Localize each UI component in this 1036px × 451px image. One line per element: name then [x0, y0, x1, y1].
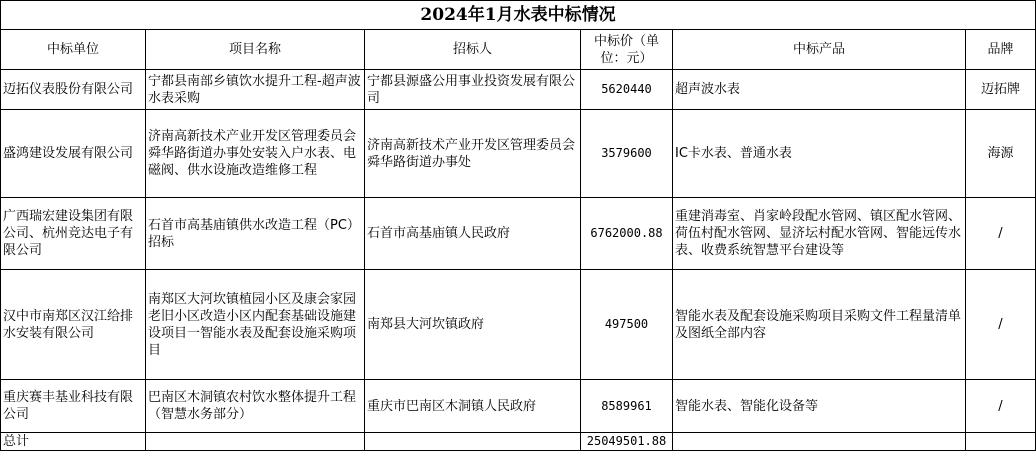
total-label: 总计 [1, 433, 146, 451]
cell-buyer: 宁都县源盛公用事业投资发展有限公司 [365, 70, 581, 110]
cell-project: 石首市高基庙镇供水改造工程（PC）招标 [146, 198, 365, 270]
table-row [1, 198, 1036, 270]
table-row [1, 70, 1036, 110]
total-price: 25049501.88 [581, 433, 673, 451]
header-price: 中标价（单位：元） [581, 30, 673, 70]
cell-company: 广西瑞宏建设集团有限公司、杭州竞达电子有限公司 [1, 198, 146, 270]
cell-brand: / [966, 380, 1036, 433]
cell-company: 重庆赛丰基业科技有限公司 [1, 380, 146, 433]
cell-price: 3579600 [581, 110, 673, 198]
cell-product: 重建消毒室、肖家岭段配水管网、镇区配水管网、荷伍村配水管网、显济坛村配水管网、智能远传水表、收费系统智慧平台建设等 [673, 198, 966, 270]
cell-buyer: 重庆市巴南区木洞镇人民政府 [365, 380, 581, 433]
cell-price: 8589961 [581, 380, 673, 433]
cell-product: 智能水表、智能化设备等 [673, 380, 966, 433]
header-project: 项目名称 [146, 30, 365, 70]
header-brand: 品牌 [966, 30, 1036, 70]
cell-company: 迈拓仪表股份有限公司 [1, 70, 146, 110]
header-product: 中标产品 [673, 30, 966, 70]
table-row [1, 110, 1036, 198]
cell-project: 宁都县南部乡镇饮水提升工程-超声波水表采购 [146, 70, 365, 110]
cell-price: 5620440 [581, 70, 673, 110]
cell-product: 超声波水表 [673, 70, 966, 110]
cell-buyer: 济南高新技术产业开发区管理委员会舜华路街道办事处 [365, 110, 581, 198]
cell-company: 汉中市南郑区汉江给排水安装有限公司 [1, 270, 146, 380]
cell-product: 智能水表及配套设施采购项目采购文件工程量清单及图纸全部内容 [673, 270, 966, 380]
cell-price: 497500 [581, 270, 673, 380]
table-row [1, 380, 1036, 433]
header-company: 中标单位 [1, 30, 146, 70]
cell-project: 巴南区木洞镇农村饮水整体提升工程（智慧水务部分） [146, 380, 365, 433]
table-title: 2024年1月水表中标情况 [1, 1, 1036, 30]
cell-company: 盛鸿建设发展有限公司 [1, 110, 146, 198]
cell-price: 6762000.88 [581, 198, 673, 270]
table-row [1, 270, 1036, 380]
cell-project: 济南高新技术产业开发区管理委员会舜华路街道办事处安装入户水表、电磁阀、供水设施改造维修工程 [146, 110, 365, 198]
header-row [1, 30, 1036, 70]
cell-brand: / [966, 270, 1036, 380]
cell-project: 南郑区大河坎镇植园小区及康会家园老旧小区改造小区内配套基础设施建设项目一智能水表及配套设施采购项目 [146, 270, 365, 380]
cell-brand: 迈拓牌 [966, 70, 1036, 110]
cell-brand: 海源 [966, 110, 1036, 198]
header-buyer: 招标人 [365, 30, 581, 70]
cell-buyer: 石首市高基庙镇人民政府 [365, 198, 581, 270]
cell-brand: / [966, 198, 1036, 270]
cell-product: IC卡水表、普通水表 [673, 110, 966, 198]
cell-buyer: 南郑县大河坎镇政府 [365, 270, 581, 380]
